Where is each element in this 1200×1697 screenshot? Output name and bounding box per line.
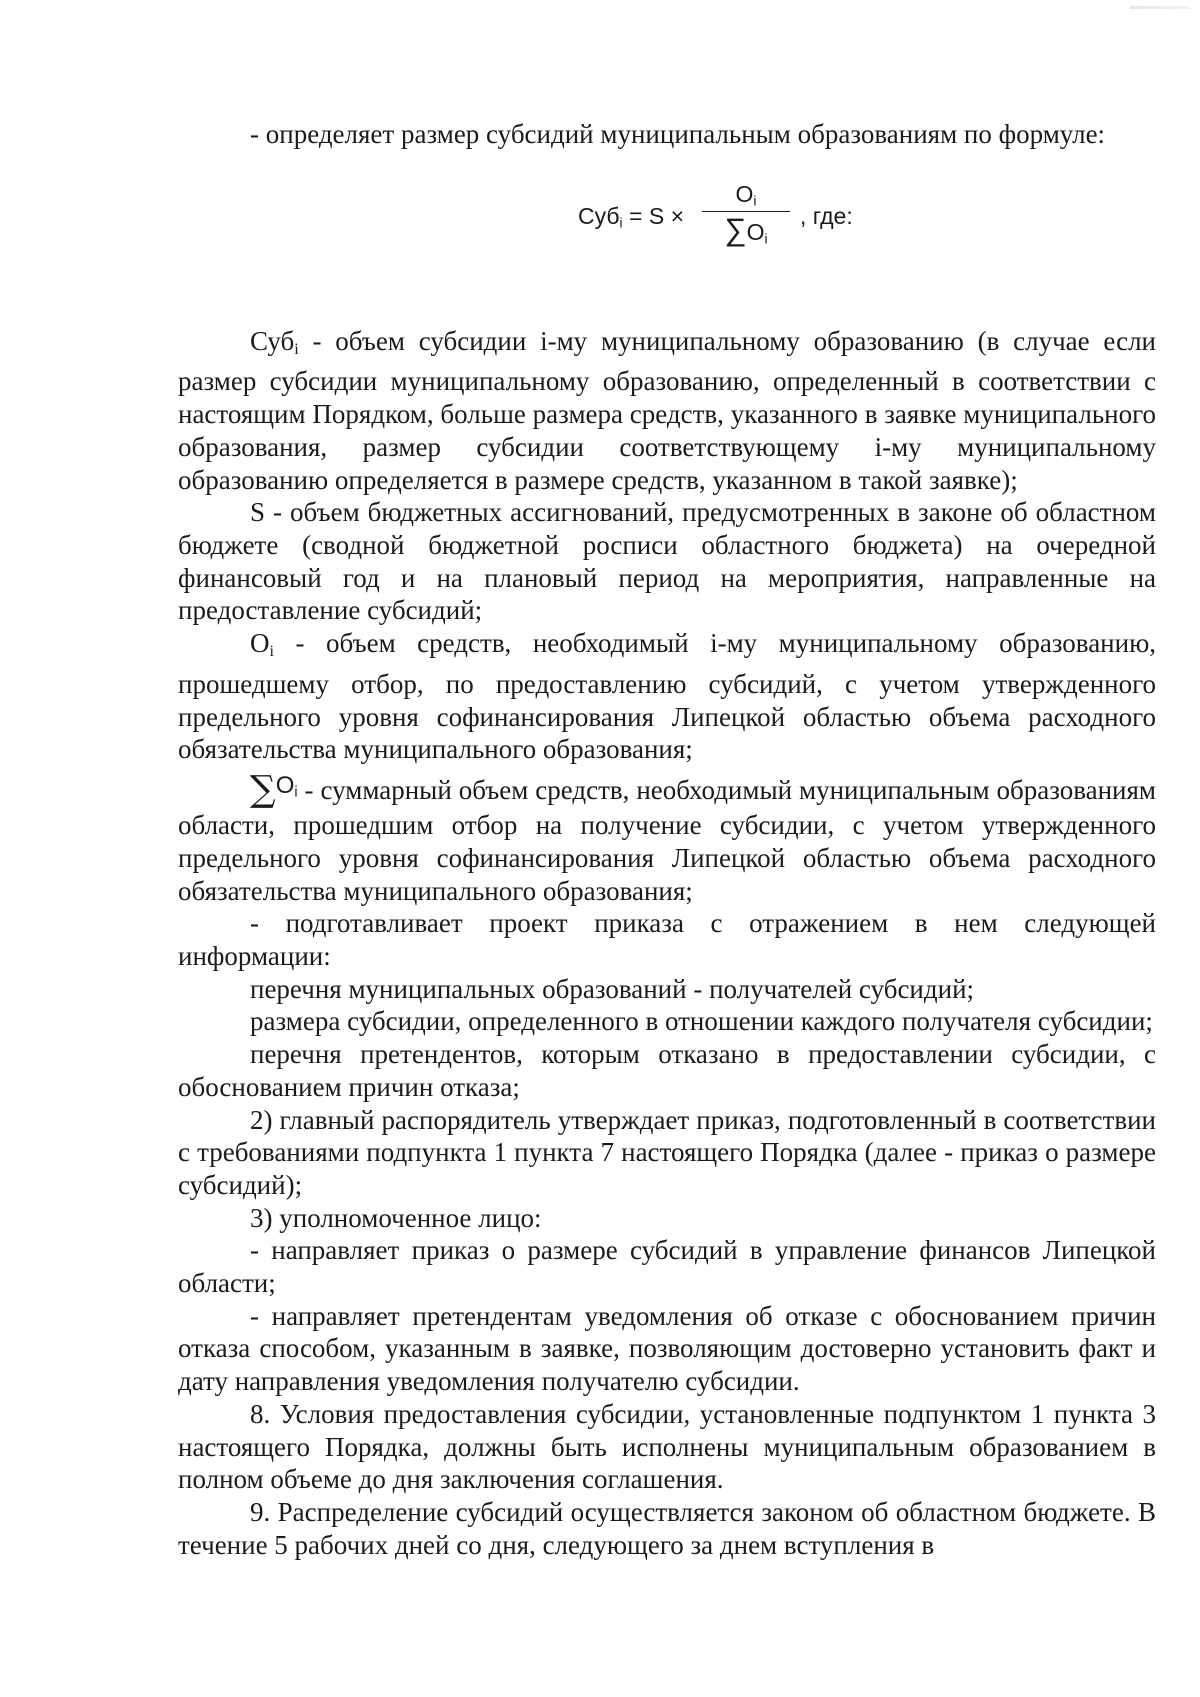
definition-sub-index: i xyxy=(294,339,299,358)
formula-lhs-index: i xyxy=(619,215,623,231)
paragraph: - направляет приказ о размере субсидий в управление финансов Липецкой области; xyxy=(178,1235,1156,1299)
definition-sub-text: - объем субсидии i-му муниципальному образованию (в случае если размер субсидии муниципальному образованию, определенный в соответствии с настоящим Порядком, больше размера средств, указанного в заявке муниципального образования, размер субсидии соответствующему i-му муниципальному образованию определяется в размере средств, указанном в такой заявке); xyxy=(178,325,1156,495)
formula-lhs-symbol: Суб xyxy=(578,202,620,229)
paragraph: 8. Условия предоставления субсидии, установленные подпунктом 1 пункта 3 настоящего Порядка, должны быть исполнены муниципальным образованием в полном объеме до дня заключения соглашения. xyxy=(178,1398,1156,1495)
paragraph: 3) уполномоченное лицо: xyxy=(250,1202,542,1233)
scan-artifact xyxy=(1130,6,1190,9)
paragraph: перечня муниципальных образований - получателей субсидий; xyxy=(250,973,975,1004)
formula-numerator-symbol: O xyxy=(735,180,754,207)
subsidy-formula xyxy=(178,177,1156,269)
paragraph: - подготавливает проект приказа с отражением в нем следующей информации: xyxy=(178,908,1156,972)
definition-o-index: i xyxy=(269,642,274,661)
definition-o xyxy=(178,627,1156,766)
definition-o-symbol: O xyxy=(250,628,270,659)
definition-sum-o xyxy=(178,770,1156,907)
sum-sigma-symbol: ∑ xyxy=(250,768,276,810)
formula-numerator-index: i xyxy=(753,193,757,209)
definition-sub-symbol: Суб xyxy=(250,325,295,356)
formula-numerator xyxy=(698,177,794,211)
formula-equals-s-times: = S × xyxy=(622,202,684,229)
paragraph: перечня претендентов, которым отказано в предоставлении субсидии, с обоснованием причин отказа; xyxy=(178,1039,1156,1102)
formula-tail: , где: xyxy=(800,202,853,229)
definition-o-text: - объем средств, необходимый i-му муниципальному образованию, прошедшему отбор, по предоставлению субсидий, с учетом утвержденного предельного уровня софинансирования Липецкой областью объема расходного обязательства муниципального образования; xyxy=(178,628,1156,765)
paragraph: - направляет претендентам уведомления об отказе с обоснованием причин отказа способом, указанным в заявке, позволяющим достоверно установить факт и дату направления уведомления получателю субсидии. xyxy=(178,1300,1156,1397)
sigma-symbol: ∑ xyxy=(724,211,747,247)
definition-sum-text: - суммарный объем средств, необходимый муниципальным образованиям области, прошедшим отбор на получение субсидии, с учетом утвержденного предельного уровня софинансирования Липецкой областью объема расходного обязательства муниципального образования; xyxy=(178,774,1156,906)
paragraph: размера субсидии, определенного в отношении каждого получателя субсидии; xyxy=(250,1006,1153,1037)
formula-lhs xyxy=(578,203,684,230)
intro-paragraph: - определяет размер субсидий муниципальным образованиям по формуле: xyxy=(250,119,1106,149)
document-page xyxy=(178,118,1156,1561)
sum-o-symbol xyxy=(276,772,298,799)
definition-sub xyxy=(178,325,1156,497)
sum-o-index: i xyxy=(294,784,298,801)
definition-s: S - объем бюджетных ассигнований, предусмотренных в законе об областном бюджете (сводной бюджетной росписи областного бюджета) на очередной финансовый год и на плановый период на мероприятия, направленные на предоставление субсидий; xyxy=(178,497,1156,626)
formula-fraction xyxy=(698,177,794,252)
formula-denominator-symbol: O xyxy=(746,218,765,245)
sum-o-letter: O xyxy=(275,771,295,799)
formula-denominator-index: i xyxy=(764,231,768,247)
paragraph: 2) главный распорядитель утверждает приказ, подготовленный в соответствии с требованиями подпункта 1 пункта 7 настоящего Порядка (далее - приказ о размере субсидий); xyxy=(178,1104,1156,1200)
formula-denominator xyxy=(698,212,794,252)
paragraph: 9. Распределение субсидий осуществляется законом об областном бюджете. В течение 5 рабочих дней со дня, следующего за днем вступления в xyxy=(178,1497,1156,1560)
